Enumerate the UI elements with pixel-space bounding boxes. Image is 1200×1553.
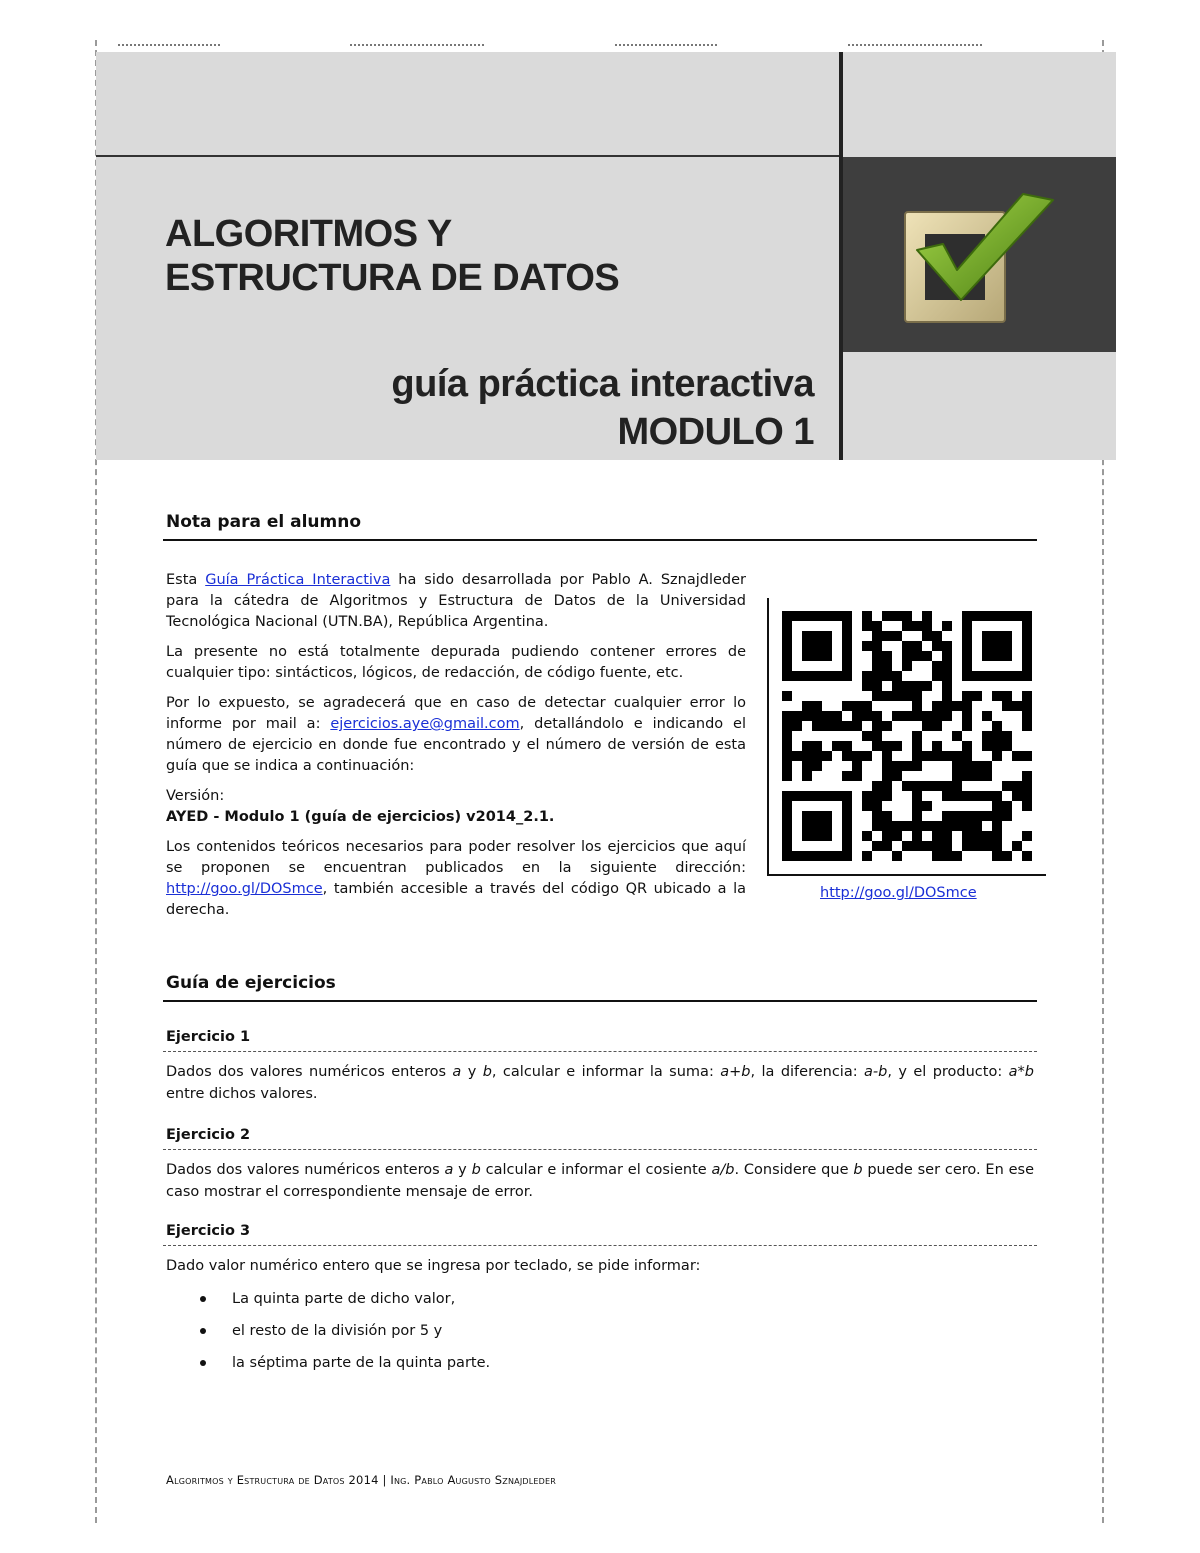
- ex2-var-b2: b: [853, 1162, 863, 1178]
- top-guide-4: [848, 44, 982, 46]
- ex2-var-b: b: [471, 1162, 481, 1178]
- subtitle-line-1: guía práctica interactiva: [391, 363, 814, 405]
- section-heading-guide: Guía de ejercicios: [166, 973, 336, 993]
- note-paragraph-4: [166, 837, 746, 921]
- header-horizontal-rule: [96, 155, 839, 157]
- ex1-t6: entre dichos valores.: [166, 1086, 318, 1102]
- checkbox-check-icon: [895, 188, 1065, 333]
- theory-link[interactable]: http://goo.gl/DOSmce: [166, 881, 323, 897]
- top-guide-1: [118, 44, 220, 46]
- note-body: [166, 570, 746, 930]
- list-item-text: la séptima parte de la quinta parte.: [232, 1355, 491, 1371]
- note-paragraph-2: La presente no está totalmente depurada pudiendo contener errores de cualquier tipo: sintácticos, lógicos, de redacción, de código fuente, etc.: [166, 644, 746, 681]
- ex1-t5: , y el producto:: [887, 1064, 1009, 1080]
- title-line-2: ESTRUCTURA DE DATOS: [165, 257, 620, 299]
- list-item: [196, 1320, 490, 1352]
- list-item-text: el resto de la división por 5 y: [232, 1323, 443, 1339]
- exercise-2-title: Ejercicio 2: [166, 1127, 251, 1143]
- page-subtitle: [391, 360, 814, 456]
- ex1-t2: y: [461, 1064, 483, 1080]
- page-title: [165, 212, 765, 300]
- guide-link[interactable]: Guía Práctica Interactiva: [205, 572, 391, 588]
- ex1-t4: , la diferencia:: [750, 1064, 865, 1080]
- ex2-t2: y: [453, 1162, 472, 1178]
- list-item-text: La quinta parte de dicho valor,: [232, 1291, 456, 1307]
- page-footer: Algoritmos y Estructura de Datos 2014 | Ing. Pablo Augusto Sznajdleder: [166, 1473, 557, 1487]
- note-paragraph-1: [166, 570, 746, 633]
- list-item: [196, 1288, 490, 1320]
- ex2-div: a/b: [711, 1162, 735, 1178]
- exercise-3-list: [196, 1288, 490, 1384]
- exercise-1-rule: [163, 1051, 1037, 1052]
- subtitle-line-2: MODULO 1: [617, 411, 814, 453]
- exercise-1-title: Ejercicio 1: [166, 1029, 251, 1045]
- qr-code-icon: [782, 611, 1032, 861]
- version-block: [166, 786, 746, 828]
- ex1-diff: a-b: [864, 1064, 888, 1080]
- qr-frame-left: [767, 598, 769, 876]
- email-link[interactable]: ejercicios.aye@gmail.com: [330, 716, 520, 732]
- exercise-2-text: [166, 1159, 1034, 1203]
- section-rule-note: [163, 539, 1037, 541]
- top-guide-2: [350, 44, 484, 46]
- bullet-icon: [200, 1296, 206, 1302]
- ex1-prod: a*b: [1008, 1064, 1034, 1080]
- bullet-icon: [200, 1360, 206, 1366]
- note-paragraph-3: [166, 693, 746, 777]
- ex1-t1: Dados dos valores numéricos enteros: [166, 1064, 453, 1080]
- section-rule-guide: [163, 1000, 1037, 1002]
- ex1-t3: , calcular e informar la suma:: [491, 1064, 721, 1080]
- exercise-1-text: [166, 1061, 1034, 1105]
- list-item: [196, 1352, 490, 1384]
- note-p4-text: Los contenidos teóricos necesarios para poder resolver los ejercicios que aquí se proponen se encuentran publicados en la siguiente dirección:: [166, 839, 746, 876]
- note-p3-text: Por lo expuesto, se agradecerá que en caso de detectar cualquier error lo informe por mail a:: [166, 695, 746, 732]
- ex1-var-b: b: [482, 1064, 492, 1080]
- section-heading-note: Nota para el alumno: [166, 512, 362, 532]
- header-vertical-rule: [839, 52, 843, 460]
- ex1-sum: a+b: [720, 1064, 751, 1080]
- bullet-icon: [200, 1328, 206, 1334]
- title-line-1: ALGORITMOS Y: [165, 213, 452, 255]
- note-p4-text-end: , también accesible a través del código QR ubicado a la derecha.: [166, 881, 746, 918]
- note-p1-text-end: ha sido desarrollada por Pablo A. Sznajdleder para la cátedra de Algoritmos y Estructura de Datos de la Universidad Tecnológica Nacional (UTN.BA), República Argentina.: [166, 572, 746, 630]
- exercise-3-rule: [163, 1245, 1037, 1246]
- exercise-3-title: Ejercicio 3: [166, 1223, 251, 1239]
- ex2-t4: . Considere que: [734, 1162, 854, 1178]
- qr-caption-link[interactable]: http://goo.gl/DOSmce: [820, 885, 977, 901]
- qr-frame-bottom: [767, 874, 1046, 876]
- ex2-t3: calcular e informar el cosiente: [480, 1162, 712, 1178]
- version-label: Versión:: [166, 788, 225, 804]
- top-guide-3: [615, 44, 717, 46]
- ex2-t1: Dados dos valores numéricos enteros: [166, 1162, 445, 1178]
- ex2-t5: puede ser cero. En ese caso mostrar el correspondiente mensaje de error.: [166, 1162, 1034, 1200]
- exercise-2-rule: [163, 1149, 1037, 1150]
- ex2-var-a: a: [444, 1162, 454, 1178]
- version-value: AYED - Modulo 1 (guía de ejercicios) v2014_2.1.: [166, 809, 555, 825]
- note-p1-text: Esta: [166, 572, 206, 588]
- exercise-3-intro: Dado valor numérico entero que se ingresa por teclado, se pide informar:: [166, 1258, 701, 1274]
- ex1-var-a: a: [452, 1064, 462, 1080]
- note-p3-text-end: , detallándolo e indicando el número de ejercicio en donde fue encontrado y el número de versión de esta guía que se indica a continuación:: [166, 716, 747, 774]
